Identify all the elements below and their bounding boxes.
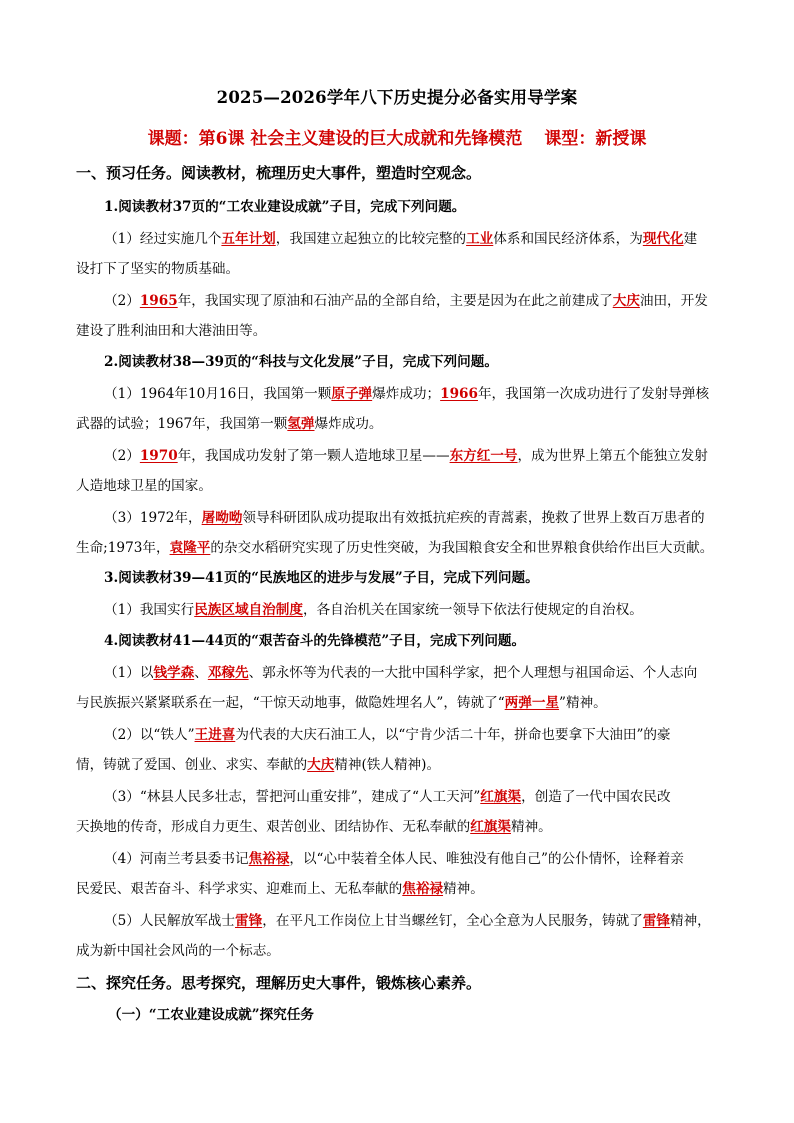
- answer-blank: 袁隆平: [169, 540, 211, 556]
- paragraph-line: [104, 446, 708, 466]
- line-text: 精神。: [511, 819, 552, 835]
- paragraph-line: [104, 663, 697, 683]
- paragraph-line: [76, 817, 552, 837]
- paragraph-line: [76, 693, 607, 713]
- line-text: 精神(铁人精神)。: [334, 757, 441, 773]
- line-text: 4.阅读教材41—44页的“艰苦奋斗的先锋模范”子目，完成下列问题。: [104, 633, 526, 649]
- line-text: 成为新中国社会风尚的一个标志。: [76, 943, 280, 959]
- line-text: ，我国建立起独立的比较完整的: [275, 231, 467, 247]
- line-text: 年，我国第一次成功进行了发射导弹核: [477, 386, 710, 402]
- answer-blank: 原子弹: [331, 386, 373, 402]
- line-text: （1）我国实行: [104, 602, 195, 618]
- answer-blank: 1970: [139, 448, 178, 464]
- paragraph-line: [104, 849, 684, 869]
- paragraph-line: [76, 321, 266, 341]
- line-text: 精神。: [443, 881, 484, 897]
- line-text: ，成为世界上第五个能独立发射: [517, 448, 708, 464]
- line-text: 建: [683, 231, 698, 247]
- answer-blank: 雷锋: [235, 913, 263, 929]
- line-text: （4）河南兰考县委书记: [104, 851, 249, 867]
- paragraph-line: [76, 414, 382, 434]
- line-text: 一、预习任务。阅读教材，梳理历史大事件，塑造时空观念。: [76, 164, 482, 182]
- paragraph-line: [104, 508, 705, 528]
- line-text: 设打下了坚实的物质基础。: [76, 261, 240, 277]
- line-text: 年，我国成功发射了第一颗人造地球卫星——: [177, 448, 450, 464]
- question-heading: [104, 352, 498, 372]
- answer-blank: 大庆: [612, 293, 640, 309]
- section-heading: [76, 973, 481, 993]
- line-text: （3）“林县人民多壮志，誓把河山重安排”，建成了“人工天河”: [104, 789, 481, 805]
- answer-blank: 焦裕禄: [248, 851, 290, 867]
- line-text: 建设了胜利油田和大港油田等。: [76, 323, 267, 339]
- line-text: （1）1964年10月16日，我国第一颗: [104, 386, 332, 402]
- line-text: （2）以“铁人”: [104, 727, 195, 743]
- answer-blank: 工业: [466, 231, 494, 247]
- subsection-heading: [108, 1005, 314, 1025]
- paragraph-line: [76, 879, 484, 899]
- answer-blank: 五年计划: [221, 231, 276, 247]
- line-text: ，以“心中装着全体人民、唯独没有他自己”的公仆情怀，诠释着亲: [289, 851, 684, 867]
- line-text: 情，铸就了爱国、创业、求实、奉献的: [76, 757, 308, 773]
- line-text: 2.阅读教材38—39页的“科技与文化发展”子目，完成下列问题。: [104, 354, 498, 370]
- paragraph-line: [76, 259, 239, 279]
- line-text: 民爱民、艰苦奋斗、科学求实、迎难而上、无私奉献的: [76, 881, 403, 897]
- line-text: 、郭永怀等为代表的一大批中国科学家，把个人理想与祖国命运、个人志向: [248, 665, 698, 681]
- answer-blank: 民族区域自治制度: [194, 602, 303, 618]
- paragraph-line: [104, 725, 671, 745]
- answer-blank: 焦裕禄: [402, 881, 444, 897]
- line-text: ，在平凡工作岗位上甘当螺丝钉，全心全意为人民服务，铸就了: [262, 913, 643, 929]
- line-text: （5）人民解放军战士: [104, 913, 235, 929]
- line-text: （1）以: [104, 665, 154, 681]
- question-heading: [104, 631, 525, 651]
- line-text: 为代表的大庆石油工人，以“宁肯少活二十年，拼命也要拿下大油田”的豪: [235, 727, 671, 743]
- paragraph-line: [104, 911, 711, 931]
- line-text: （2）: [104, 293, 140, 309]
- answer-blank: 两弹一星: [504, 695, 560, 711]
- line-text: 与民族振兴紧紧联系在一起，“干惊天动地事，做隐姓埋名人”，铸就了“: [76, 695, 505, 711]
- line-text: 年，我国实现了原油和石油产品的全部自给，主要是因为在此之前建成了: [177, 293, 613, 309]
- line-text: 、: [194, 665, 208, 681]
- question-heading: [104, 197, 465, 217]
- answer-blank: 红旗渠: [480, 789, 522, 805]
- paragraph-line: [104, 229, 697, 249]
- line-text: 爆炸成功；: [372, 386, 441, 402]
- paragraph-line: [76, 538, 713, 558]
- answer-blank: 屠呦呦: [201, 510, 243, 526]
- line-text: 1.阅读教材37页的“工农业建设成就”子目，完成下列问题。: [104, 199, 466, 215]
- answer-blank: 邓稼先: [207, 665, 249, 681]
- paragraph-line: [76, 941, 280, 961]
- paragraph-line: [104, 600, 643, 620]
- paragraph-line: [104, 291, 708, 311]
- line-text: 油田，开发: [639, 293, 708, 309]
- line-text: 武器的试验；1967年，我国第一颗: [76, 416, 288, 432]
- answer-blank: 王进喜: [194, 727, 236, 743]
- answer-blank: 氢弹: [287, 416, 315, 432]
- line-text: （1）经过实施几个: [104, 231, 222, 247]
- line-text: 体系和国民经济体系，为: [493, 231, 643, 247]
- answer-blank: 大庆: [307, 757, 335, 773]
- line-text: 3.阅读教材39—41页的“民族地区的进步与发展”子目，完成下列问题。: [104, 570, 539, 586]
- line-text: （一）“工农业建设成就”探究任务: [108, 1007, 314, 1023]
- line-text: 领导科研团队成功提取出有效抵抗疟疾的青蒿素，挽救了世界上数百万患者的: [242, 510, 705, 526]
- lesson-label: 课题：第6课 社会主义建设的巨大成就和先锋模范: [147, 129, 523, 149]
- line-text: 天换地的传奇，形成自力更生、艰苦创业、团结协作、无私奉献的: [76, 819, 471, 835]
- line-text: ，创造了一代中国农民改: [521, 789, 671, 805]
- paragraph-line: [104, 384, 709, 404]
- line-text: （2）: [104, 448, 140, 464]
- line-text: 二、探究任务。思考探究，理解历史大事件，锻炼核心素养。: [76, 974, 482, 992]
- line-text: 精神，: [670, 913, 711, 929]
- answer-blank: 雷锋: [642, 913, 670, 929]
- page-title: 2025—2026学年八下历史提分必备实用导学案: [216, 88, 578, 107]
- answer-blank: 东方红一号: [449, 448, 518, 464]
- line-text: ”精神。: [559, 695, 607, 711]
- answer-blank: 1965: [139, 293, 178, 309]
- answer-blank: 钱学森: [153, 665, 195, 681]
- line-text: 生命;1973年，: [76, 540, 170, 556]
- line-text: （3）1972年，: [104, 510, 202, 526]
- lesson-heading: [0, 124, 794, 149]
- line-text: ，各自治机关在国家统一领导下依法行使规定的自治权。: [302, 602, 643, 618]
- answer-blank: 1966: [440, 386, 478, 402]
- question-heading: [104, 568, 539, 588]
- lesson-type-label: 课型：新授课: [544, 129, 647, 149]
- line-text: 的杂交水稻研究实现了历史性突破，为我国粮食安全和世界粮食供给作出巨大贡献。: [210, 540, 714, 556]
- answer-blank: 现代化: [642, 231, 684, 247]
- paragraph-line: [76, 755, 440, 775]
- paragraph-line: [104, 787, 671, 807]
- answer-blank: 红旗渠: [470, 819, 511, 835]
- section-heading: [76, 163, 481, 183]
- line-text: 人造地球卫星的国家。: [76, 478, 212, 494]
- paragraph-line: [76, 476, 212, 496]
- line-text: 爆炸成功。: [314, 416, 383, 432]
